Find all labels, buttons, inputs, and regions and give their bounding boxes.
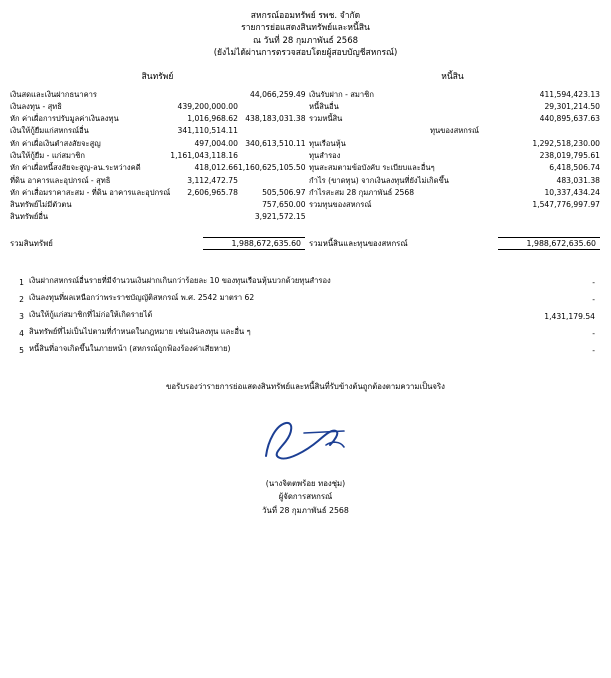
row-amount-2: [238, 101, 306, 113]
row-label: เงินให้กู้ยืมแก่สหกรณ์อื่น: [10, 126, 89, 136]
notes-list: [10, 272, 601, 357]
total-assets-label: รวมสินทรัพย์: [10, 239, 53, 249]
table-row: [305, 186, 600, 198]
row-amount-2: 505,506.97: [262, 187, 306, 197]
row-amount-2: [238, 125, 306, 137]
table-row: [10, 150, 306, 162]
note-text: สินทรัพย์ที่ไม่เป็นไปตามที่กำหนดในกฎหมาย เช่นเงินลงทุน และอื่น ๆ: [29, 326, 251, 336]
note-text: เงินให้กู้แก่สมาชิกที่ไม่ก่อให้เกิดรายได้: [29, 309, 153, 319]
row-amount-1: [461, 101, 522, 113]
row-label: รวมทุนของสหกรณ์: [309, 200, 372, 210]
row-label: ที่ดิน อาคารและอุปกรณ์ - สุทธิ: [10, 175, 111, 185]
row-amount-1: [461, 88, 522, 100]
row-label: สินทรัพย์อื่น: [10, 212, 49, 222]
row-amount-1: [461, 137, 522, 149]
note-number: 5: [19, 345, 24, 355]
row-amount-2: 440,895,637.63: [539, 114, 600, 124]
assets-column: [10, 69, 305, 223]
report-title: รายการย่อแสดงสินทรัพย์และหนี้สิน: [241, 23, 370, 34]
table-row: [10, 174, 306, 186]
table-row: [10, 137, 306, 149]
row-amount-1: [461, 113, 522, 125]
audit-note: (ยังไม่ได้ผ่านการตรวจสอบโดยผู้สอบบัญชีสหกรณ์): [213, 47, 398, 58]
table-row: [305, 101, 600, 113]
row-amount-1: [461, 199, 522, 211]
row-amount-2: 483,031.38: [556, 175, 600, 185]
note-value: 1,431,179.54: [544, 311, 595, 321]
list-item: [10, 306, 601, 323]
row-label: กำไร (ขาดทุน) จากเงินลงทุนที่ยังไม่เกิดขึ้น: [309, 175, 449, 185]
table-row: [10, 101, 306, 113]
row-amount-1: 439,200,000.00: [177, 101, 238, 111]
list-item: [10, 272, 601, 289]
table-row: [305, 174, 600, 186]
row-amount-2: 340,613,510.11: [245, 138, 306, 148]
row-amount-1: [461, 174, 522, 186]
total-liabilities-equity-label: รวมหนี้สินและทุนของสหกรณ์: [309, 239, 408, 249]
row-amount-2: 438,183,031.38: [245, 114, 306, 124]
table-row: [305, 199, 600, 211]
report-date: ณ วันที่ 28 กุมภาพันธ์ 2568: [252, 35, 359, 46]
table-row: [10, 113, 306, 125]
row-label: หัก ค่าเผื่อการปรับมูลค่าเงินลงทุน: [10, 114, 119, 124]
row-amount-2: 1,292,518,230.00: [532, 138, 600, 148]
table-row: [10, 186, 306, 198]
note-number: 4: [19, 328, 24, 338]
signature-area: [10, 411, 601, 477]
row-amount-2: 6,418,506.74: [549, 163, 600, 173]
row-amount-1: 497,004.00: [194, 138, 238, 148]
note-text: เงินลงทุนที่ผลเหนือกว่าพระราชบัญญัติสหกรณ์ พ.ศ. 2542 มาตรา 62: [29, 292, 255, 302]
row-label: หัก ค่าเผื่อเงินตำสงสัยจะสูญ: [10, 138, 101, 148]
row-amount-1: [461, 150, 522, 162]
table-row: [10, 125, 306, 137]
org-name: สหกรณ์ออมทรัพย์ รพช. จำกัด: [250, 11, 361, 21]
row-amount-2: 29,301,214.50: [544, 101, 600, 111]
signer-block: [10, 477, 601, 517]
table-row: [305, 162, 600, 174]
row-label: หัก ค่าเผื่อหนี้สงสัยจะสูญ-ลน.ระหว่างคดี: [10, 163, 141, 173]
row-amount-2: 1,160,625,105.50: [237, 163, 306, 173]
liabilities-title: หนี้สิน: [441, 72, 464, 83]
row-amount-1: 1,016,968.62: [187, 114, 238, 124]
note-number: 3: [19, 311, 24, 321]
row-label: เงินให้กู้ยืม - แก่สมาชิก: [10, 150, 85, 160]
row-amount-1: 418,012.66: [194, 163, 238, 173]
signer-date: วันที่ 28 กุมภาพันธ์ 2568: [262, 505, 349, 515]
table-row: [10, 211, 306, 223]
row-amount-1: 3,112,472.75: [187, 175, 238, 185]
table-row: [10, 88, 306, 100]
list-item: [10, 323, 601, 340]
total-assets-value: 1,988,672,635.60: [203, 237, 305, 250]
row-amount-2: 44,066,259.49: [250, 89, 306, 99]
row-label: หนี้สินอื่น: [309, 101, 339, 111]
row-label: เงินลงทุน - สุทธิ: [10, 101, 62, 111]
row-amount-1: 2,606,965.78: [187, 187, 238, 197]
note-value: -: [592, 294, 595, 304]
row-amount-2: 238,019,795.61: [539, 150, 600, 160]
row-label: กำไรสะสม 28 กุมภาพันธ์ 2568: [309, 187, 415, 197]
totals-row: [10, 237, 601, 250]
note-value: -: [592, 328, 595, 338]
list-item: [10, 340, 601, 357]
row-amount-2: [238, 150, 306, 162]
row-amount-2: 411,594,423.13: [539, 89, 600, 99]
row-amount-2: 757,650.00: [262, 200, 306, 210]
row-label: ทุนสะสมตามข้อบังคับ ระเบียบและอื่นๆ: [309, 163, 435, 173]
balance-sheet: [10, 69, 601, 223]
row-amount-2: 3,921,572.15: [254, 212, 306, 222]
row-amount-1: [170, 199, 238, 211]
row-amount-1: [170, 211, 238, 223]
table-row: [305, 150, 600, 162]
row-amount-1: [170, 88, 238, 100]
note-number: 2: [19, 294, 24, 304]
row-label: ทุนเรือนหุ้น: [309, 138, 346, 148]
note-text: หนี้สินที่อาจเกิดขึ้นในภายหน้า (สหกรณ์ถูกฟ้องร้องค่าเสียหาย): [29, 343, 231, 353]
signer-name: (นางจิตตพร้อย ทองชุ่ม): [265, 479, 346, 489]
row-label: ทุนสำรอง: [309, 150, 341, 160]
row-label: เงินรับฝาก - สมาชิก: [309, 89, 374, 99]
signature-icon: [246, 411, 366, 471]
table-row-subheader: [305, 125, 600, 137]
list-item: [10, 289, 601, 306]
liabilities-table: [305, 88, 600, 211]
row-amount-1: [461, 186, 522, 198]
note-text: เงินฝากสหกรณ์อื่นรายที่มีจำนวนเงินฝากเกินกว่าร้อยละ 10 ของทุนเรือนหุ้นบวกด้วยทุนสำรอง: [29, 275, 331, 285]
assets-title: สินทรัพย์: [141, 72, 174, 83]
liabilities-column: [305, 69, 600, 223]
note-number: 1: [19, 277, 24, 287]
document-header: [10, 10, 601, 59]
row-amount-1: [461, 162, 522, 174]
equity-subheader: ทุนของสหกรณ์: [429, 126, 480, 136]
note-value: -: [592, 277, 595, 287]
table-row: [10, 199, 306, 211]
note-value: -: [592, 345, 595, 355]
row-label: เงินสดและเงินฝากธนาคาร: [10, 89, 98, 99]
row-amount-2: [238, 174, 306, 186]
table-row: [10, 162, 306, 174]
row-amount-2: 1,547,776,997.97: [532, 200, 600, 210]
signer-position: ผู้จัดการสหกรณ์: [278, 492, 333, 502]
total-assets: [10, 237, 305, 250]
total-liabilities-equity-value: 1,988,672,635.60: [498, 237, 600, 250]
row-label: หัก ค่าเสื่อมราคาสะสม - ที่ดิน อาคารและอุปกรณ์: [10, 187, 171, 197]
row-amount-1: 1,161,043,118.16: [170, 150, 238, 160]
row-label: สินทรัพย์ไม่มีตัวตน: [10, 200, 72, 210]
table-row: [305, 88, 600, 100]
table-row: [305, 137, 600, 149]
row-amount-1: 341,110,514.11: [177, 126, 238, 136]
table-row: [305, 113, 600, 125]
certification-text: ขอรับรองว่ารายการย่อแสดงสินทรัพย์และหนี้สินที่รับข้างต้นถูกต้องตามความเป็นจริง: [166, 382, 445, 392]
total-liabilities-equity: [305, 237, 600, 250]
row-amount-2: 10,337,434.24: [544, 187, 600, 197]
assets-table: [10, 88, 306, 223]
row-label: รวมหนี้สิน: [309, 114, 343, 124]
